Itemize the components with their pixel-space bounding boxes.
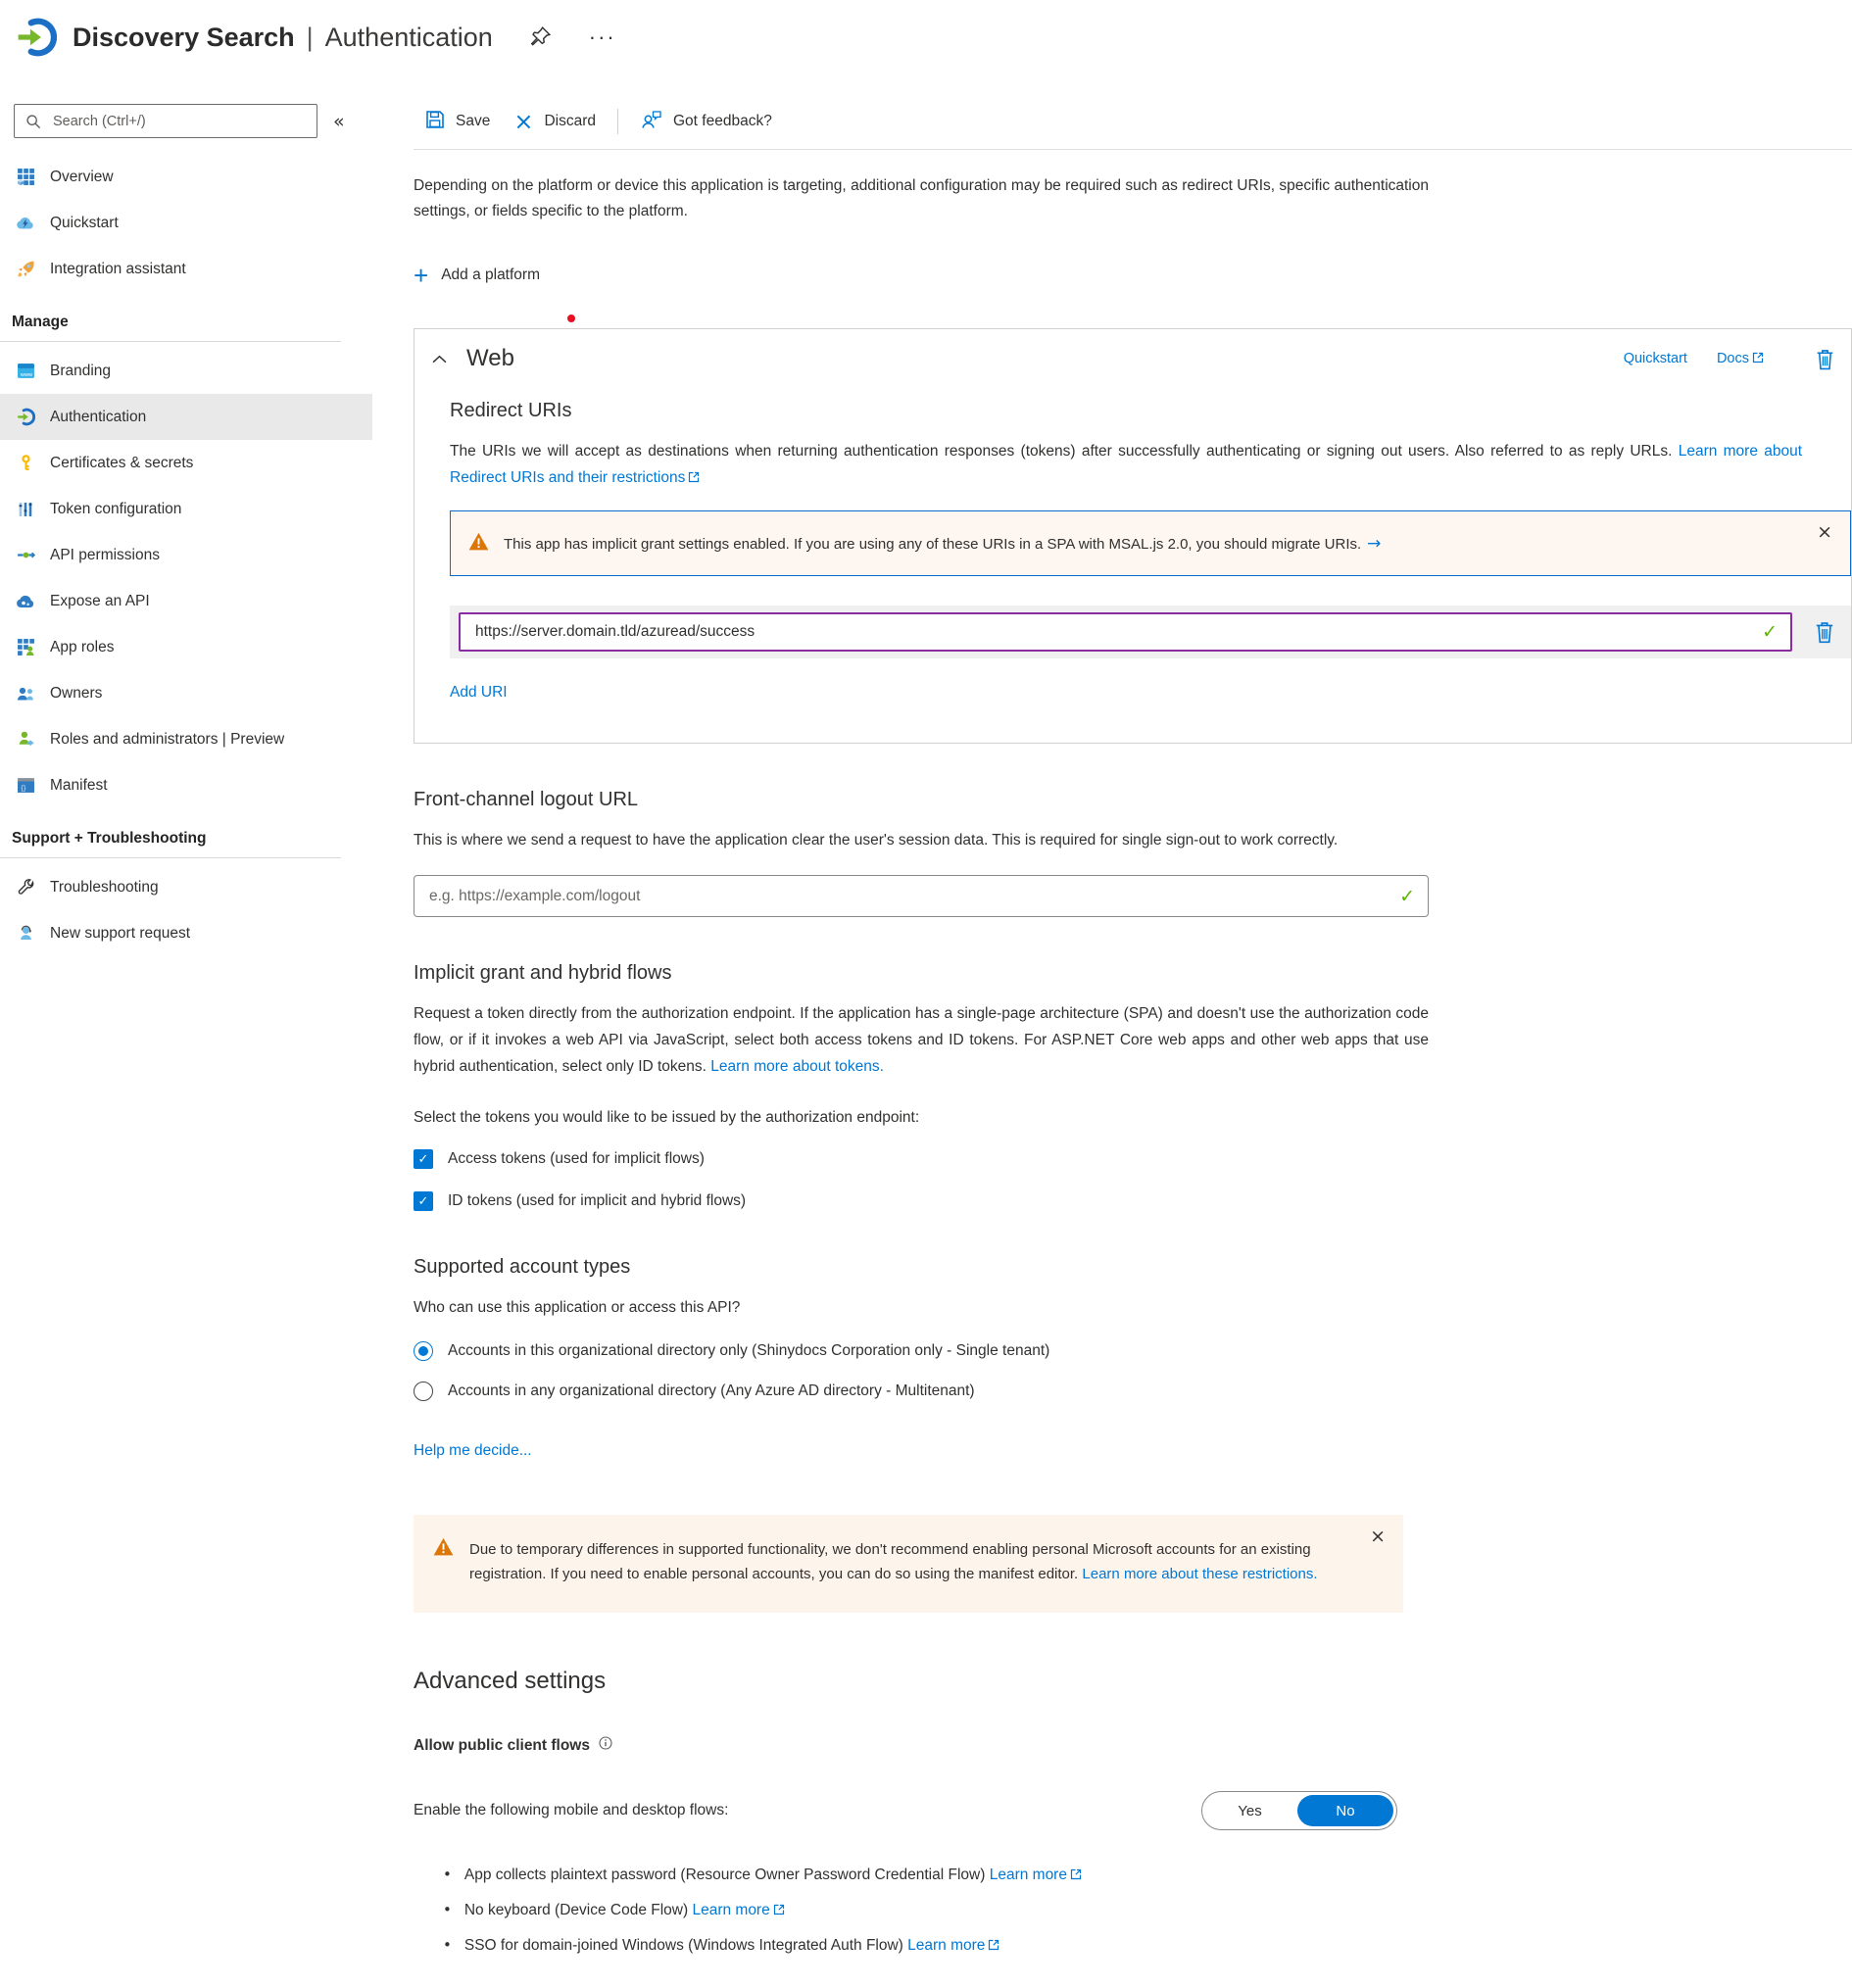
search-icon	[24, 112, 43, 131]
bullet: •	[443, 1866, 452, 1883]
advanced-settings-heading: Advanced settings	[414, 1668, 607, 1694]
discard-button[interactable]	[502, 108, 608, 135]
sidebar-item-branding[interactable]	[0, 348, 372, 394]
branding-icon	[16, 362, 35, 381]
roles-admins-icon	[16, 730, 35, 750]
external-link-icon	[1752, 352, 1764, 364]
search-input[interactable]	[51, 113, 308, 130]
sidebar-item-label: App roles	[50, 638, 115, 655]
sidebar-item-label: Expose an API	[50, 592, 150, 609]
implicit-grant-section	[414, 962, 1429, 1211]
bullet: •	[443, 1901, 452, 1918]
bullet: •	[443, 1936, 452, 1954]
sidebar-item-app-roles[interactable]	[0, 624, 372, 670]
sidebar-section-support: Support + Troubleshooting	[12, 830, 207, 847]
sidebar-item-api-permissions[interactable]	[0, 532, 372, 578]
delete-platform-icon[interactable]	[1815, 348, 1835, 370]
sidebar-item-label: Owners	[50, 684, 103, 702]
add-uri-link[interactable]: Add URI	[450, 684, 508, 701]
page-header	[0, 0, 1852, 74]
delete-uri-icon[interactable]	[1814, 620, 1835, 644]
list-item	[443, 1897, 1429, 1923]
page-title: Discovery Search	[73, 22, 295, 52]
chevron-up-icon	[432, 355, 447, 364]
divider	[0, 857, 341, 858]
personal-accounts-warning-banner	[414, 1515, 1403, 1613]
sidebar-item-integration-assistant[interactable]	[0, 246, 372, 292]
sidebar-item-troubleshooting[interactable]	[0, 864, 372, 910]
restrictions-link[interactable]: Learn more about these restrictions.	[1082, 1566, 1318, 1582]
id-tokens-checkbox[interactable]: ✓	[414, 1191, 433, 1211]
discard-label: Discard	[544, 113, 596, 129]
save-icon	[425, 110, 445, 134]
radio-label: Accounts in any organizational directory (Any Azure AD directory - Multitenant)	[448, 1382, 975, 1399]
toolbar-divider	[617, 109, 618, 134]
redirect-uri-row	[450, 606, 1851, 658]
allow-public-client-flows-row	[414, 1736, 1429, 1756]
sidebar-item-token-configuration[interactable]	[0, 486, 372, 532]
feedback-label: Got feedback?	[673, 113, 772, 129]
help-me-decide-link[interactable]: Help me decide...	[414, 1442, 532, 1459]
title-separator: |	[306, 22, 314, 52]
quickstart-icon	[16, 214, 35, 233]
valid-check-icon: ✓	[1762, 621, 1778, 643]
key-icon	[16, 454, 35, 473]
toggle-no-option[interactable]: No	[1297, 1795, 1393, 1826]
sidebar-item-label: Integration assistant	[50, 260, 186, 277]
sidebar-item-label: Manifest	[50, 776, 108, 794]
sidebar-item-roles-administrators[interactable]	[0, 716, 372, 762]
owners-icon	[16, 684, 35, 703]
sidebar-search[interactable]	[14, 104, 317, 138]
intro-text: Depending on the platform or device this application is targeting, additional configuration may be required such as redirect URIs, specific authentication settings, or fields specific to the platform.	[414, 177, 1429, 219]
id-tokens-row	[414, 1191, 1429, 1211]
warning-triangle-icon	[468, 532, 489, 555]
external-link-icon	[1070, 1868, 1082, 1880]
sidebar-item-label: Roles and administrators | Preview	[50, 730, 285, 748]
checkbox-label: ID tokens (used for implicit and hybrid flows)	[448, 1192, 747, 1209]
multitenant-option	[414, 1382, 1429, 1401]
save-button[interactable]	[414, 110, 502, 134]
implicit-grant-heading: Implicit grant and hybrid flows	[414, 962, 672, 984]
sidebar-item-label: Authentication	[50, 408, 147, 425]
redirect-restrictions-link[interactable]: Learn more about Redirect URIs and their restrictions	[450, 443, 1803, 486]
divider	[414, 149, 1852, 150]
public-client-flows-toggle[interactable]	[1201, 1791, 1397, 1830]
command-bar	[414, 102, 1852, 141]
add-platform-button[interactable]	[414, 261, 540, 290]
front-channel-heading: Front-channel logout URL	[414, 789, 639, 810]
authentication-icon	[16, 408, 35, 427]
web-section-title: Web	[466, 345, 514, 371]
flow-text: SSO for domain-joined Windows (Windows Integrated Auth Flow) Learn more	[464, 1933, 1000, 1959]
list-item	[443, 1932, 1429, 1959]
sidebar-item-label: Quickstart	[50, 214, 119, 231]
save-label: Save	[456, 113, 491, 129]
close-icon[interactable]: ×	[1370, 1526, 1386, 1547]
sidebar-item-expose-api[interactable]	[0, 578, 372, 624]
warning-text: Due to temporary differences in supported functionality, we don't recommend enabling personal Microsoft accounts for an existing registration. If you need to enable personal accounts, you can do so using the manifest editor. Learn more about these restrictions.	[469, 1541, 1318, 1582]
flow-text: App collects plaintext password (Resource Owner Password Credential Flow) Learn more	[464, 1863, 1082, 1888]
sidebar-item-label: Overview	[50, 168, 114, 185]
list-item	[443, 1862, 1429, 1888]
sidebar-item-label: Troubleshooting	[50, 878, 159, 896]
enable-flows-row	[414, 1791, 1429, 1830]
access-tokens-row	[414, 1149, 1429, 1169]
radio-label: Accounts in this organizational directory only (Shinydocs Corporation only - Single tenant)	[448, 1342, 1050, 1359]
toggle-yes-option[interactable]: Yes	[1238, 1802, 1262, 1819]
sidebar-item-manifest[interactable]	[0, 762, 372, 808]
flows-list	[443, 1862, 1429, 1959]
pin-icon[interactable]	[528, 25, 552, 49]
redirect-uri-input[interactable]	[473, 622, 1750, 642]
sidebar-item-label: API permissions	[50, 546, 160, 563]
sidebar-item-overview[interactable]	[0, 154, 372, 200]
learn-more-link[interactable]: Learn more	[692, 1902, 770, 1918]
web-platform-card	[414, 328, 1852, 744]
divider	[0, 341, 341, 342]
account-types-question: Who can use this application or access this API?	[414, 1299, 741, 1316]
sidebar-item-owners[interactable]	[0, 670, 372, 716]
warning-text: This app has implicit grant settings enabled. If you are using any of these URIs in a SPA with MSAL.js 2.0, you should migrate URIs. →	[504, 533, 1382, 554]
external-link-icon	[988, 1939, 999, 1951]
svg-text:www: www	[20, 371, 32, 378]
multitenant-radio[interactable]	[414, 1382, 433, 1401]
feedback-icon	[640, 110, 662, 134]
learn-more-link[interactable]: Learn more	[989, 1867, 1067, 1883]
sidebar-item-label: New support request	[50, 924, 191, 942]
main-content	[372, 74, 1852, 1959]
app-logo-icon	[16, 17, 57, 58]
logout-url-input[interactable]	[427, 887, 1388, 906]
add-platform-label: Add a platform	[441, 267, 540, 283]
enable-flows-label: Enable the following mobile and desktop flows:	[414, 1802, 729, 1818]
close-icon[interactable]: ×	[1817, 521, 1832, 543]
info-icon[interactable]	[599, 1736, 612, 1750]
external-link-icon	[688, 471, 700, 483]
sidebar-item-label: Certificates & secrets	[50, 454, 194, 471]
app-roles-icon	[16, 638, 35, 657]
account-types-heading: Supported account types	[414, 1256, 631, 1278]
external-link-icon	[773, 1904, 785, 1915]
redirect-uris-heading: Redirect URIs	[450, 400, 572, 421]
allow-flows-label: Allow public client flows	[414, 1737, 590, 1754]
manifest-icon	[16, 776, 35, 796]
single-tenant-option	[414, 1341, 1429, 1361]
support-person-icon	[16, 924, 35, 944]
account-types-section	[414, 1256, 1429, 1460]
overview-icon	[16, 168, 35, 187]
plus-icon: +	[414, 261, 429, 290]
learn-more-link[interactable]: Learn more	[907, 1937, 986, 1954]
svg-text:{}: {}	[20, 783, 25, 793]
select-tokens-label: Select the tokens you would like to be issued by the authorization endpoint:	[414, 1109, 920, 1126]
implicit-grant-description: Request a token directly from the authorization endpoint. If the application has a single-page architecture (SPA) and doesn't use the authorization code flow, or if it invokes a web API via JavaScript, select both access tokens and ID tokens. For ASP.NET Core web apps and other web apps that use hybrid authentication, select only ID tokens. Learn more about tokens.	[414, 1005, 1429, 1075]
redirect-uri-field[interactable]	[459, 612, 1792, 652]
valid-check-icon: ✓	[1399, 885, 1415, 907]
collapse-sidebar-button[interactable]: «	[333, 110, 345, 132]
sidebar-item-label: Branding	[50, 362, 112, 379]
api-permissions-icon	[16, 546, 35, 565]
page-subtitle: Authentication	[324, 22, 493, 52]
migrate-arrow-icon[interactable]: →	[1367, 533, 1382, 554]
implicit-grant-warning-banner	[450, 510, 1851, 576]
sidebar-item-label: Token configuration	[50, 500, 182, 517]
learn-more-tokens-link[interactable]: Learn more about tokens.	[710, 1058, 884, 1075]
access-tokens-checkbox[interactable]: ✓	[414, 1149, 433, 1169]
redirect-uris-description: The URIs we will accept as destinations when returning authentication responses (tokens) after successfully authenticating or signing out users. Also referred to as reply URLs. Learn more about Redirect URIs and their restrictions	[450, 443, 1803, 486]
checkbox-label: Access tokens (used for implicit flows)	[448, 1150, 705, 1167]
sidebar-section-manage: Manage	[12, 314, 69, 330]
sidebar-item-new-support-request[interactable]	[0, 910, 372, 956]
wrench-icon	[16, 878, 35, 897]
red-dot-marker	[567, 315, 575, 322]
feedback-button[interactable]	[628, 110, 784, 134]
collapse-web-section-button[interactable]	[428, 351, 451, 367]
sidebar	[0, 74, 372, 956]
front-channel-section	[414, 789, 1429, 917]
front-channel-description: This is where we send a request to have the application clear the user's session data. This is required for single sign-out to work correctly.	[414, 832, 1339, 849]
sidebar-item-certificates-secrets[interactable]	[0, 440, 372, 486]
single-tenant-radio[interactable]	[414, 1341, 433, 1361]
sliders-icon	[16, 500, 35, 519]
rocket-icon	[16, 260, 35, 279]
sidebar-item-authentication[interactable]	[0, 394, 372, 440]
discard-x-icon: ×	[513, 108, 534, 135]
sidebar-item-quickstart[interactable]	[0, 200, 372, 246]
docs-link[interactable]: Docs	[1717, 351, 1764, 366]
warning-triangle-icon	[433, 1537, 454, 1586]
flow-text: No keyboard (Device Code Flow) Learn more	[464, 1898, 785, 1923]
logout-url-field[interactable]	[414, 875, 1429, 917]
more-options-icon[interactable]: ···	[588, 24, 616, 49]
quickstart-link[interactable]: Quickstart	[1623, 351, 1687, 366]
cloud-gear-icon	[16, 592, 35, 611]
